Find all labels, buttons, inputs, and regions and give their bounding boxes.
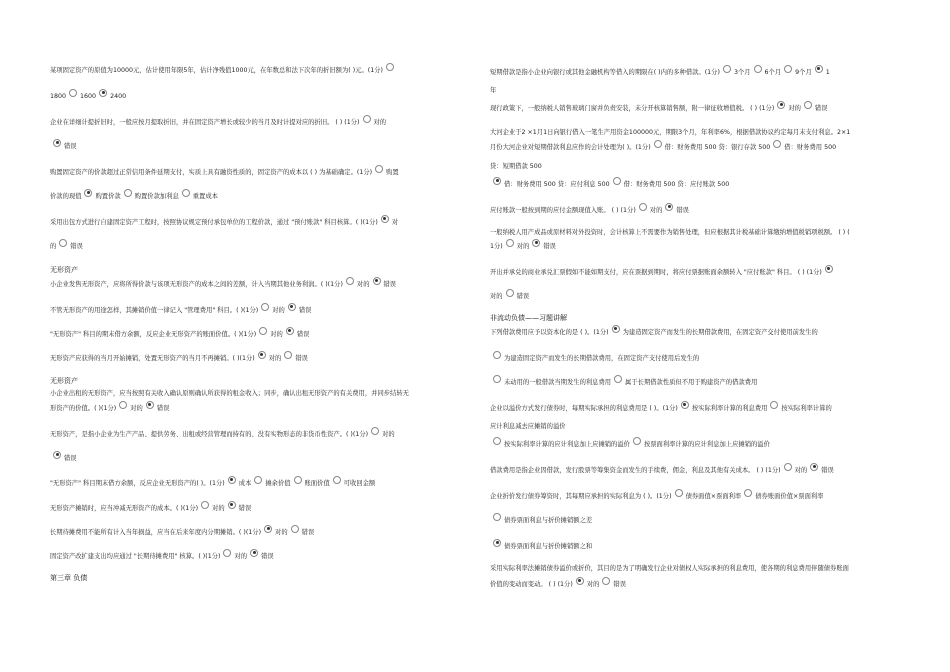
option-label: 对的: [270, 331, 283, 338]
radio-option[interactable]: [254, 476, 262, 484]
question-text: 应付账款一般按到期的应付金额现值入账。 ( ) (1分): [490, 207, 636, 214]
option-label: 未动用的一般借款当期发生的利息费用: [504, 379, 612, 386]
radio-option[interactable]: [613, 177, 621, 185]
option-label: 借：财务费用 500 贷：应付账款 500: [623, 181, 730, 188]
radio-option-selected[interactable]: [381, 215, 389, 223]
option-label: 错误: [543, 243, 556, 250]
question-intangible-sale: [50, 280, 465, 290]
radio-option-selected[interactable]: [612, 325, 620, 333]
option-label: 错误: [64, 143, 77, 150]
radio-option-selected[interactable]: [576, 577, 584, 585]
radio-option[interactable]: [493, 513, 501, 521]
question-text: 无形资产摊销时，应当冲减无形资产的成本。( )(1分): [50, 505, 199, 512]
radio-option[interactable]: [386, 63, 394, 71]
radio-option-selected[interactable]: [228, 501, 236, 509]
option-discount-bond-d: [490, 542, 908, 552]
option-label: 对的: [490, 293, 503, 300]
option-label: 的: [50, 243, 57, 250]
question-investment-vat: 一般纳税人用产成品或原材料对外投资时，会计核算上不需要作为销售处理，但应根据其计税基础计算缴纳增值税销项税额。 ( ) (: [490, 229, 850, 236]
radio-option-selected[interactable]: [264, 525, 272, 533]
option-label: 错误: [156, 405, 170, 412]
radio-option-selected[interactable]: [250, 549, 258, 557]
question-investment-vat-cont: [490, 242, 908, 252]
question-short-term-loan: [490, 68, 908, 78]
question-text: 借款费用是指企业因借款，发行股票等筹集资金而发生的手续费，佣金，利息及其他有关成本。 ( ) (1分): [490, 467, 781, 474]
option-label: 6个月: [764, 69, 782, 76]
question-intangible-definition: [50, 430, 465, 440]
radio-option[interactable]: [261, 303, 269, 311]
option-label: 错误: [383, 281, 397, 288]
radio-option[interactable]: [754, 65, 762, 73]
radio-option[interactable]: [770, 401, 778, 409]
option-label: 按票面利率计算的应计利息加上应摊销的溢价: [643, 441, 770, 448]
question-capitalization: [490, 328, 908, 338]
question-premium-bond: [490, 404, 908, 414]
radio-option-selected[interactable]: [532, 239, 540, 247]
radio-option[interactable]: [201, 501, 209, 509]
option-label: 属于长期借款性质但不用于购建资产的借款费用: [625, 379, 758, 386]
option-label: 对的: [649, 207, 663, 214]
option-label: 1: [825, 69, 830, 76]
option-label: 对的: [373, 119, 387, 126]
question-commercial-bill: [490, 268, 908, 278]
options-monthly-depreciation: [50, 142, 465, 152]
option-label: 为建造固定资产而发生的长期借款费用，在固定资产支付使用后发生的: [504, 355, 700, 362]
section-heading: 非流动负债——习题讲解: [490, 314, 567, 322]
radio-option[interactable]: [59, 239, 67, 247]
radio-option-selected[interactable]: [53, 451, 61, 459]
question-text: 月份大河企业对短期借款利息应作的会计处理为( )。(1分): [490, 144, 651, 151]
question-text: 固定资产改扩建支出均应通过 "长期待摊费用" 核算。( )(1分): [50, 553, 221, 560]
option-label: 债券票面利息与折价摊销额之差: [504, 517, 593, 524]
option-label: 1800: [50, 93, 67, 100]
radio-option-selected[interactable]: [493, 177, 501, 185]
radio-option[interactable]: [506, 239, 514, 247]
question-monthly-depreciation: [50, 118, 465, 128]
radio-option-selected[interactable]: [99, 89, 107, 97]
options-deferred-payment: [50, 192, 465, 202]
option-label: 对的: [272, 307, 285, 314]
question-contract-prepayment: [50, 218, 465, 228]
question-text: "无形资产" 科目期末借方余额，反应企业无形资产的( )。(1分): [50, 480, 225, 487]
question-text: 小企业发售无形资产，应将所得价款与该项无形资产的成本之间的差额，计入当期其他业务利润。( )(1分): [50, 281, 343, 288]
option-label: 错误: [238, 505, 252, 512]
options-premium-bond-cd: [490, 440, 908, 450]
option-label: 1600: [80, 93, 97, 100]
option-label: 对的: [382, 431, 395, 438]
radio-option[interactable]: [291, 525, 299, 533]
option-label: 债券面值×票面利率: [685, 493, 742, 500]
radio-option[interactable]: [654, 140, 662, 148]
radio-option[interactable]: [493, 375, 501, 383]
option-label: 成本: [238, 480, 252, 487]
options-depreciation: [50, 92, 465, 102]
radio-option[interactable]: [182, 189, 190, 197]
question-deferred-payment: [50, 168, 465, 178]
option-label: 价款的现值: [50, 193, 82, 200]
option-label: 对的: [268, 355, 282, 362]
radio-option[interactable]: [363, 115, 371, 123]
option-label: 错误: [814, 105, 828, 112]
question-text: 不管无形资产的用途怎样，其摊销价值一律记入 "管理费用" 科目。( )(1分): [50, 307, 259, 314]
option-label: 错误: [295, 355, 308, 362]
radio-option-selected[interactable]: [146, 401, 154, 409]
option-label: 债券票面利息与折价摊销额之和: [504, 543, 593, 550]
radio-option[interactable]: [124, 189, 132, 197]
option-label: 对: [391, 219, 399, 226]
radio-option-selected[interactable]: [286, 327, 294, 335]
radio-option[interactable]: [223, 549, 231, 557]
question-text: 企业在详细计提折旧时，一般应按月提取折旧，并在固定资产增长或较少的当月及时计提对应的折旧。 ( ) (1分): [50, 119, 360, 126]
question-text: 购置固定资产的价款超过正常信用条件延期支付，实质上具有融资性质的，固定资产的成本以 ( ) 为基础确定。(1分): [50, 169, 373, 176]
question-text: 长期待摊费用不能所有计入当年损益，应当在后来年度内分期摊销。( )(1分): [50, 529, 262, 536]
option-label: 错误: [613, 581, 626, 588]
option-label: 可收回金额: [343, 480, 376, 487]
radio-option[interactable]: [784, 463, 792, 471]
option-label: 错误: [301, 529, 315, 536]
radio-option[interactable]: [346, 277, 354, 285]
question-effective-interest-cont: [490, 580, 908, 590]
option-label: 账面价值: [304, 480, 330, 487]
option-label: 错误: [70, 243, 83, 250]
question-interest-accrual-cont: [490, 143, 908, 153]
question-long-term-prepaid: [50, 528, 465, 538]
option-discount-bond-c: [490, 516, 908, 526]
option-label: 3个月: [733, 69, 751, 76]
question-text: 企业折价发行债券筹资时，其每期应承担的实际利息为 ( )。(1分): [490, 493, 672, 500]
option-label: 错误: [298, 307, 312, 314]
option-capitalization-b: [490, 354, 908, 364]
options-capitalization-cd: [490, 378, 908, 388]
question-intangible-rental-cont: [50, 404, 465, 414]
option-label: 9个月: [795, 69, 812, 76]
radio-option-selected[interactable]: [258, 351, 266, 359]
radio-option-selected[interactable]: [373, 277, 381, 285]
radio-option[interactable]: [506, 289, 514, 297]
option-label: 对的: [356, 281, 370, 288]
question-depreciation: [50, 66, 465, 76]
question-accounts-payable: [490, 206, 908, 216]
section-heading: 无形资产: [50, 266, 78, 274]
question-text: 某项固定资产的原值为10000元，估计使用年限5年，估计净残值1000元，在年数总和法下次年的折旧额为( )元。(1分): [50, 67, 383, 74]
radio-option[interactable]: [804, 101, 812, 109]
question-renovation: [50, 552, 465, 562]
radio-option[interactable]: [493, 351, 501, 359]
question-discount-bond: [490, 492, 908, 502]
options-interest-accrual: [490, 180, 908, 190]
radio-option-selected[interactable]: [288, 303, 296, 311]
radio-option[interactable]: [675, 489, 683, 497]
option-label: 借：财务费用 500: [784, 144, 837, 151]
radio-option-selected[interactable]: [777, 101, 785, 109]
section-heading: 无形资产: [50, 377, 78, 385]
radio-option-selected[interactable]: [810, 463, 818, 471]
radio-option[interactable]: [69, 89, 77, 97]
question-text: 下列借款费用应予以资本化的是 ( )。(1分): [490, 329, 609, 336]
options-contract-prepayment: [50, 242, 465, 252]
option-label: 对的: [788, 105, 801, 112]
radio-option[interactable]: [614, 375, 622, 383]
option-line-short-term: 贷：短期借款 500: [490, 163, 542, 170]
question-text: 无形资产应获得的当月开始摊销，处置无形资产的当月不再摊销。( )(1分): [50, 355, 255, 362]
radio-option-selected[interactable]: [53, 139, 61, 147]
question-text: 采用出包方式进行自建固定资产工程时，按照协议规定预付承包单位的工程价款，通过 "预付账款" 科目核算。( )(1分): [50, 219, 378, 226]
question-intangible-rental: 小企业出租的无形资产，应当按照有关收入确认原则确认所获得的租金收入；同步，确认出租无形资产的有关费用，并同步结转无: [50, 390, 409, 397]
question-text: 开出并承兑的商业承兑汇票假如不能如期支付，应在票据到期时，将应付票据账面余额转入 "应付账款" 科目。 ( ) (1分): [490, 269, 822, 276]
question-text: "无形资产" 科目的期末借方余额，反应企业无形资产的账面价值。( )(1分): [50, 331, 257, 338]
options-intangible-definition: [50, 454, 465, 464]
question-text: 形资产的价值。( )(1分): [50, 405, 117, 412]
question-text: 现行政策下，一般纳税人销售玻璃门窗并负责安装，未分开核算销售额，附一律征收增值税。 ( ) (1分): [490, 105, 775, 112]
option-label: 购置价款: [95, 193, 121, 200]
question-amortization-cost: [50, 504, 465, 514]
question-text: 短期借款是指小企业向银行或其他金融机构等借入的期限在( )内的多种借款。(1分): [490, 69, 720, 76]
question-effective-interest: 采用实际利率法摊销债券溢价或折价，其目的是为了明确发行企业对债权人实际承担的利息费用，使各期的利息费用伴随债券账面: [490, 565, 849, 572]
question-debit-balance: [50, 330, 465, 340]
question-short-term-loan-cont: 年: [490, 87, 497, 94]
option-label: 错误: [676, 207, 689, 214]
radio-option[interactable]: [773, 140, 781, 148]
option-label: 购置价款加利息: [134, 193, 179, 200]
option-label: 对的: [212, 505, 225, 512]
chapter-heading: 第三章 负债: [50, 574, 88, 582]
option-label: 对的: [130, 405, 143, 412]
question-borrowing-costs: [490, 466, 908, 476]
radio-option[interactable]: [119, 401, 127, 409]
radio-option[interactable]: [284, 351, 292, 359]
option-label: 按实际利率计算的应计利息加上应摊销的溢价: [504, 441, 630, 448]
radio-option[interactable]: [259, 327, 267, 335]
radio-option-selected[interactable]: [681, 401, 689, 409]
option-label: 重置成本: [192, 193, 218, 200]
question-text: 1分): [490, 243, 503, 250]
option-premium-bond-cont: 应计利息减去应摊销的溢价: [490, 423, 566, 430]
option-label: 对的: [794, 467, 808, 474]
question-debit-reflects: [50, 479, 465, 489]
option-label: 按实际利率计算的利息费用: [691, 405, 768, 412]
option-label: 错误: [516, 293, 530, 300]
question-text: 企业以溢价方式发行债券时，每期实际承担的利息费用是 ( )。(1分): [490, 405, 678, 412]
radio-option[interactable]: [371, 427, 379, 435]
option-label: 借：财务费用 500 贷：应付利息 500: [504, 181, 610, 188]
radio-option-selected[interactable]: [815, 65, 823, 73]
option-label: 对的: [516, 243, 530, 250]
option-label: 对的: [586, 581, 600, 588]
radio-option[interactable]: [784, 65, 792, 73]
option-label: 为建造固定资产而发生的长期借款费用，在固定资产交付使用前发生的: [622, 329, 818, 336]
radio-option[interactable]: [602, 577, 610, 585]
option-label: 错误: [261, 553, 274, 560]
radio-option[interactable]: [744, 489, 752, 497]
question-amortization-account: [50, 306, 465, 316]
options-commercial-bill: [490, 292, 908, 302]
option-label: 按实际利率计算的: [781, 405, 832, 412]
option-label: 债券账面价值×票面利率: [755, 493, 824, 500]
question-amortization-start: [50, 354, 465, 364]
radio-option[interactable]: [333, 476, 341, 484]
radio-option[interactable]: [633, 437, 641, 445]
question-vat-sale: [490, 104, 908, 114]
radio-option[interactable]: [294, 476, 302, 484]
option-label: 错误: [296, 331, 310, 338]
question-text: 无形资产，是指小企业为生产产品、提供劳务、出租或经营管理而持有的、没有实物形态的非货币性资产。( )(1分): [50, 431, 369, 438]
option-label: 错误: [821, 467, 834, 474]
radio-option-selected[interactable]: [825, 265, 833, 273]
radio-option[interactable]: [375, 165, 383, 173]
radio-option[interactable]: [639, 203, 647, 211]
radio-option-selected[interactable]: [493, 539, 501, 547]
option-label: 2400: [110, 93, 127, 100]
option-label: 购置: [386, 169, 399, 176]
option-label: 摊余价值: [265, 480, 291, 487]
option-label: 借：财务费用 500 贷：银行存款 500: [664, 144, 771, 151]
question-text: 价值的变动而变动。 ( ) (1分): [490, 581, 573, 588]
option-label: 错误: [64, 455, 77, 462]
question-interest-accrual: 大河企业于2 ×1月1日向银行借入一笔生产用资金100000元，期限3个月，年利率6%，根据借款协议约定每月末支付利息。2×1: [490, 129, 851, 136]
radio-option[interactable]: [493, 437, 501, 445]
option-label: 对的: [275, 529, 288, 536]
radio-option-selected[interactable]: [228, 476, 236, 484]
radio-option-selected[interactable]: [665, 203, 673, 211]
radio-option-selected[interactable]: [84, 189, 92, 197]
option-label: 对的: [234, 553, 248, 560]
radio-option[interactable]: [723, 65, 731, 73]
